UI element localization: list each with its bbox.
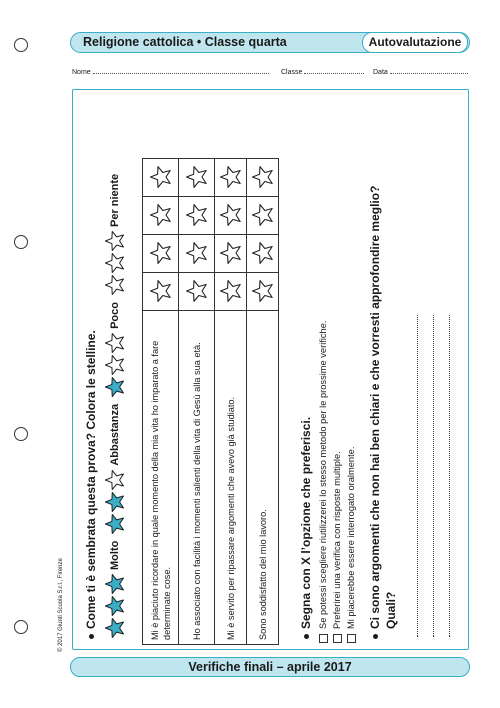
star-icon[interactable] — [185, 280, 209, 304]
class-label: Classe — [281, 69, 303, 76]
answer-line-2[interactable] — [433, 315, 434, 637]
star-icon[interactable] — [104, 354, 126, 376]
star-icon[interactable] — [104, 332, 126, 354]
star-icon[interactable] — [185, 166, 209, 190]
date-blank[interactable] — [390, 67, 468, 74]
rotated-content — [78, 95, 463, 645]
name-field[interactable] — [72, 67, 269, 76]
subject-title: Religione cattolica • Classe quarta — [83, 35, 287, 49]
binder-hole-3 — [14, 427, 28, 441]
star-cell[interactable] — [215, 197, 247, 235]
star-cell[interactable] — [247, 273, 279, 311]
option-3[interactable]: Mi piacerebbe essere interrogato oralmente. — [346, 447, 356, 643]
bullet-icon — [89, 634, 94, 639]
table-row — [215, 159, 247, 645]
table-row — [143, 159, 179, 645]
table-row — [179, 159, 215, 645]
star-icon[interactable] — [104, 573, 126, 595]
copyright-notice: © 2017 Giunti Scuola S.r.l., Firenze — [58, 558, 64, 652]
class-blank[interactable] — [304, 67, 364, 74]
table-row — [247, 159, 279, 645]
bullet-icon — [373, 634, 378, 639]
star-cell[interactable] — [143, 235, 179, 273]
star-cell[interactable] — [179, 235, 215, 273]
star-cell[interactable] — [143, 159, 179, 197]
statement-cell: Mi è piaciuto ricordare in quale momento della mia vita ho imparato a fare determinate cose. — [143, 311, 179, 645]
star-icon[interactable] — [104, 376, 126, 398]
star-icon[interactable] — [185, 242, 209, 266]
name-blank[interactable] — [93, 67, 269, 74]
rating-label: Abbastanza — [109, 403, 121, 466]
star-cell[interactable] — [247, 159, 279, 197]
star-icon[interactable] — [104, 513, 126, 535]
star-icon[interactable] — [149, 166, 173, 190]
name-label: Nome — [72, 69, 91, 76]
rating-label: Molto — [109, 540, 121, 570]
star-cell[interactable] — [215, 235, 247, 273]
binder-hole-2 — [14, 235, 28, 249]
star-icon[interactable] — [251, 280, 275, 304]
star-icon[interactable] — [104, 617, 126, 639]
star-icon[interactable] — [104, 252, 126, 274]
answer-line-3[interactable] — [449, 315, 450, 637]
star-icon[interactable] — [219, 280, 243, 304]
question-3-title: Ci sono argomenti che non hai ben chiari e che vorresti approfondire meglio? — [368, 186, 382, 639]
star-icon[interactable] — [104, 230, 126, 252]
star-cell[interactable] — [143, 197, 179, 235]
star-icon[interactable] — [251, 204, 275, 228]
star-icon[interactable] — [185, 204, 209, 228]
binder-hole-4 — [14, 620, 28, 634]
answer-line-1[interactable] — [417, 315, 418, 637]
star-icon[interactable] — [251, 166, 275, 190]
star-cell[interactable] — [179, 159, 215, 197]
checkbox-option-1[interactable] — [319, 634, 328, 643]
bullet-icon — [304, 634, 309, 639]
rating-label: Poco — [109, 302, 121, 329]
star-icon[interactable] — [104, 595, 126, 617]
statement-cell: Mi è servito per ripassare argomenti che avevo già studiato. — [215, 311, 247, 645]
class-field[interactable] — [281, 67, 364, 76]
checkbox-option-2[interactable] — [333, 634, 342, 643]
star-icon[interactable] — [219, 166, 243, 190]
star-icon[interactable] — [219, 204, 243, 228]
star-icon[interactable] — [219, 242, 243, 266]
star-cell[interactable] — [179, 197, 215, 235]
date-label: Data — [373, 69, 388, 76]
rating-label: Per niente — [109, 173, 121, 228]
question-1-title: Come ti è sembrata questa prova? Colora le stelline. — [84, 330, 98, 639]
star-cell[interactable] — [215, 159, 247, 197]
option-2[interactable]: Preferirei una verifica con risposte multiple. — [332, 451, 342, 643]
question-3-subtitle: Quali? — [384, 591, 398, 629]
rating-legend — [104, 168, 134, 639]
star-cell[interactable] — [215, 273, 247, 311]
star-cell[interactable] — [143, 273, 179, 311]
star-icon[interactable] — [251, 242, 275, 266]
checkbox-option-3[interactable] — [347, 634, 356, 643]
star-cell[interactable] — [247, 197, 279, 235]
star-icon[interactable] — [104, 274, 126, 296]
statement-cell: Ho associato con facilità i momenti salienti della vita di Gesù alla sua età. — [179, 311, 215, 645]
date-field[interactable] — [373, 67, 468, 76]
binder-hole-1 — [14, 38, 28, 52]
star-cell[interactable] — [247, 235, 279, 273]
footer-bar — [70, 657, 470, 677]
star-icon[interactable] — [149, 204, 173, 228]
statement-cell: Sono soddisfatto del mio lavoro. — [247, 311, 279, 645]
question-2-title: Segna con X l’opzione che preferisci. — [299, 417, 313, 639]
star-icon[interactable] — [149, 280, 173, 304]
self-assessment-table — [142, 158, 279, 645]
footer-title: Verifiche finali – aprile 2017 — [188, 660, 352, 674]
section-label: Autovalutazione — [362, 32, 468, 53]
star-icon[interactable] — [104, 469, 126, 491]
star-icon[interactable] — [149, 242, 173, 266]
option-1[interactable]: Se potessi scegliere riutilizzerei lo stesso metodo per le prossime verifiche. — [318, 321, 328, 643]
star-cell[interactable] — [179, 273, 215, 311]
star-icon[interactable] — [104, 491, 126, 513]
